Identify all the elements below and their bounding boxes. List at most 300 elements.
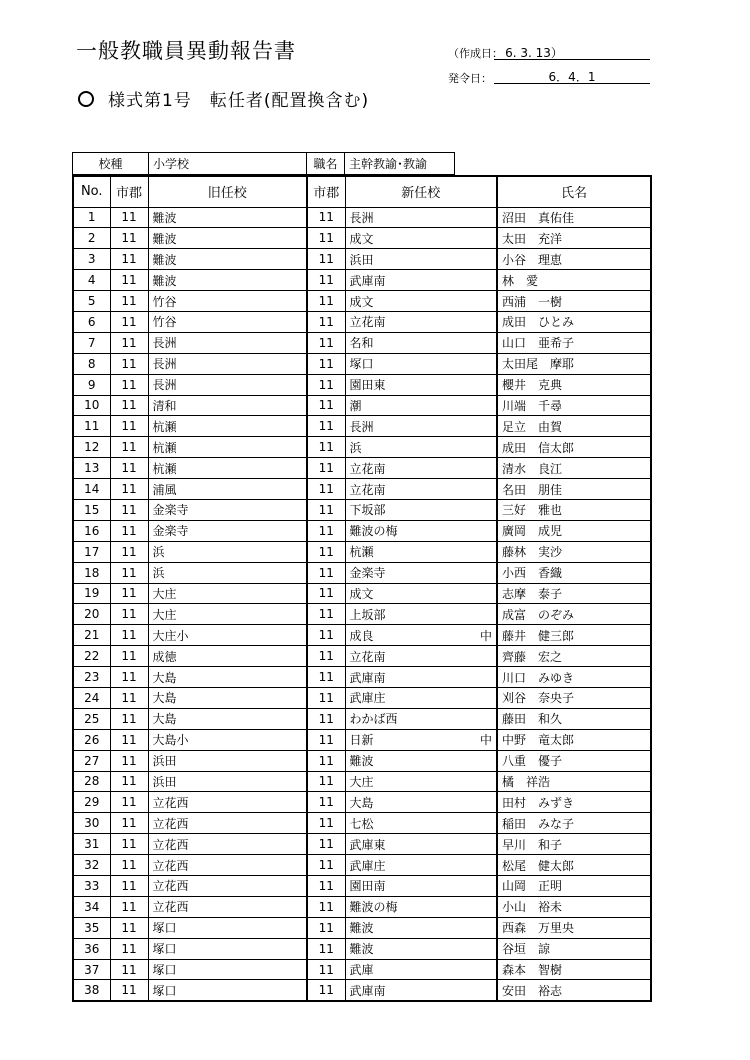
row-old-city: 11: [110, 458, 148, 479]
row-old-city: 11: [110, 332, 148, 353]
row-no: 11: [73, 416, 110, 437]
row-new-school: [345, 604, 497, 625]
row-new-city: 11: [307, 896, 345, 917]
row-name: 清水 良江: [497, 458, 651, 479]
school-type-value: 小学校: [149, 153, 307, 175]
row-old-school: 浜: [148, 541, 307, 562]
row-no: 8: [73, 353, 110, 374]
row-new-city: 11: [307, 479, 345, 500]
row-no: 23: [73, 667, 110, 688]
table-row: [73, 813, 651, 834]
position-label: 職名: [307, 153, 345, 175]
row-new-school-name: 成文: [349, 586, 374, 601]
row-name: 田村 みずき: [497, 792, 651, 813]
row-new-school-name: 立花南: [349, 482, 386, 497]
transfer-table: [72, 175, 652, 1002]
table-row: [73, 834, 651, 855]
table-row: [73, 583, 651, 604]
row-old-city: 11: [110, 834, 148, 855]
table-row: [73, 332, 651, 353]
row-old-school: 立花西: [148, 792, 307, 813]
row-new-city: 11: [307, 458, 345, 479]
row-name: 八重 優子: [497, 750, 651, 771]
row-new-school-level: 中: [479, 733, 492, 748]
row-new-city: 11: [307, 625, 345, 646]
row-new-school: [345, 228, 497, 249]
table-row: [73, 499, 651, 520]
row-old-city: 11: [110, 980, 148, 1001]
row-old-city: 11: [110, 353, 148, 374]
row-new-city: 11: [307, 813, 345, 834]
row-new-school-name: 潮: [349, 398, 362, 413]
row-no: 19: [73, 583, 110, 604]
row-name: 名田 朋佳: [497, 479, 651, 500]
row-new-school: [345, 520, 497, 541]
row-new-school-name: 七松: [349, 816, 374, 831]
form-subtitle: [78, 86, 369, 111]
row-new-school-name: 名和: [349, 336, 374, 351]
row-new-school-name: 武庫南: [349, 273, 386, 288]
row-new-school-name: 難波: [349, 754, 374, 769]
table-row: [73, 395, 651, 416]
row-no: 10: [73, 395, 110, 416]
row-name: 藤田 和久: [497, 708, 651, 729]
row-new-school: [345, 395, 497, 416]
row-no: 21: [73, 625, 110, 646]
row-old-school: 塚口: [148, 959, 307, 980]
row-new-school: [345, 625, 497, 646]
table-row: [73, 980, 651, 1001]
row-name: 小西 香織: [497, 562, 651, 583]
row-new-school-name: 難波: [349, 921, 374, 936]
row-no: 24: [73, 687, 110, 708]
row-no: 37: [73, 959, 110, 980]
row-new-city: 11: [307, 959, 345, 980]
row-old-school: 大庄小: [148, 625, 307, 646]
table-row: [73, 750, 651, 771]
row-old-school: 立花西: [148, 834, 307, 855]
row-old-school: 大島: [148, 667, 307, 688]
order-date-label: 発令日：: [448, 72, 492, 85]
row-no: 28: [73, 771, 110, 792]
row-new-school: [345, 499, 497, 520]
row-new-school-name: 難波: [349, 942, 374, 957]
row-new-school: [345, 896, 497, 917]
row-new-city: 11: [307, 667, 345, 688]
table-row: [73, 291, 651, 312]
table-row: [73, 562, 651, 583]
row-no: 29: [73, 792, 110, 813]
row-new-city: 11: [307, 541, 345, 562]
table-row: [73, 917, 651, 938]
row-old-school: 大庄: [148, 583, 307, 604]
row-new-city: 11: [307, 374, 345, 395]
row-no: 33: [73, 876, 110, 897]
row-no: 27: [73, 750, 110, 771]
row-new-school: [345, 687, 497, 708]
row-old-city: 11: [110, 604, 148, 625]
row-old-city: 11: [110, 249, 148, 270]
row-old-city: 11: [110, 959, 148, 980]
row-name: 太田 充洋: [497, 228, 651, 249]
row-new-school: [345, 938, 497, 959]
row-old-city: 11: [110, 479, 148, 500]
created-date-underline: [494, 59, 650, 60]
row-new-school-name: 園田東: [349, 378, 386, 393]
row-new-school-name: 武庫庄: [349, 858, 386, 873]
row-name: 成田 信太郎: [497, 437, 651, 458]
row-old-city: 11: [110, 499, 148, 520]
row-old-school: 杭瀬: [148, 437, 307, 458]
row-old-city: 11: [110, 207, 148, 228]
row-no: 9: [73, 374, 110, 395]
col-old-city-header: 市郡: [110, 176, 148, 207]
row-new-school: [345, 771, 497, 792]
row-old-school: 清和: [148, 395, 307, 416]
row-name: 成富 のぞみ: [497, 604, 651, 625]
row-name: 小山 裕未: [497, 896, 651, 917]
row-name: 中野 竜太郎: [497, 729, 651, 750]
col-new-city-header: 市郡: [307, 176, 345, 207]
row-old-school: 塚口: [148, 980, 307, 1001]
row-new-school-name: 武庫: [349, 963, 374, 977]
row-old-city: 11: [110, 228, 148, 249]
row-new-city: 11: [307, 646, 345, 667]
row-new-school: [345, 270, 497, 291]
row-old-city: 11: [110, 270, 148, 291]
row-new-school-name: 上坂部: [349, 607, 386, 622]
table-row: [73, 228, 651, 249]
row-new-school: [345, 437, 497, 458]
row-new-school: [345, 249, 497, 270]
row-new-school-name: 立花南: [349, 649, 386, 664]
row-new-school: [345, 876, 497, 897]
table-row: [73, 667, 651, 688]
row-name: 川端 千尋: [497, 395, 651, 416]
row-new-school: [345, 917, 497, 938]
row-old-school: 竹谷: [148, 291, 307, 312]
row-name: 安田 裕志: [497, 980, 651, 1001]
row-new-school: [345, 458, 497, 479]
row-old-school: 立花西: [148, 813, 307, 834]
row-old-city: 11: [110, 625, 148, 646]
row-new-school: [345, 583, 497, 604]
row-old-school: 浜田: [148, 771, 307, 792]
row-new-school-name: 立花南: [349, 315, 386, 330]
row-new-school: [345, 374, 497, 395]
row-new-city: 11: [307, 499, 345, 520]
table-row: [73, 311, 651, 332]
row-new-school-name: 成文: [349, 294, 374, 309]
row-new-city: 11: [307, 291, 345, 312]
row-new-city: 11: [307, 395, 345, 416]
table-row: [73, 646, 651, 667]
row-new-city: 11: [307, 207, 345, 228]
row-name: 沼田 真佑佳: [497, 207, 651, 228]
table-row: [73, 938, 651, 959]
row-old-city: 11: [110, 855, 148, 876]
row-new-school-name: 長洲: [349, 419, 374, 434]
row-name: 太田尾 摩耶: [497, 353, 651, 374]
row-new-school-name: 大庄: [349, 774, 374, 789]
row-name: 松尾 健太郎: [497, 855, 651, 876]
meta-table: [72, 152, 455, 175]
row-old-city: 11: [110, 374, 148, 395]
row-new-school: [345, 792, 497, 813]
table-row: [73, 604, 651, 625]
row-new-school-name: 金楽寺: [349, 566, 386, 581]
row-old-school: 立花西: [148, 876, 307, 897]
row-no: 6: [73, 311, 110, 332]
school-type-label: 校種: [73, 153, 149, 175]
row-old-school: 立花西: [148, 855, 307, 876]
row-new-city: 11: [307, 750, 345, 771]
row-old-city: 11: [110, 646, 148, 667]
row-new-city: 11: [307, 938, 345, 959]
row-new-city: 11: [307, 520, 345, 541]
row-name: 林 愛: [497, 270, 651, 291]
row-old-school: 浜: [148, 562, 307, 583]
row-new-city: 11: [307, 353, 345, 374]
table-body: [73, 207, 651, 1001]
row-no: 34: [73, 896, 110, 917]
row-new-city: 11: [307, 729, 345, 750]
table-row: [73, 625, 651, 646]
col-name-header: 氏名: [497, 176, 651, 207]
row-name: 刈谷 奈央子: [497, 687, 651, 708]
row-old-school: 難波: [148, 249, 307, 270]
row-no: 25: [73, 708, 110, 729]
row-old-school: 立花西: [148, 896, 307, 917]
row-new-city: 11: [307, 980, 345, 1001]
order-date-value: 6．4．1: [548, 70, 596, 84]
row-name: 足立 由賀: [497, 416, 651, 437]
row-new-school-name: 長洲: [349, 210, 374, 225]
table-row: [73, 896, 651, 917]
row-name: 櫻井 克典: [497, 374, 651, 395]
row-old-school: 長洲: [148, 353, 307, 374]
row-new-school: [345, 332, 497, 353]
row-new-school: [345, 708, 497, 729]
row-old-school: 杭瀬: [148, 458, 307, 479]
table-row: [73, 458, 651, 479]
row-new-school: [345, 980, 497, 1001]
row-old-city: 11: [110, 876, 148, 897]
table-row: [73, 270, 651, 291]
row-old-city: 11: [110, 520, 148, 541]
row-old-school: 長洲: [148, 374, 307, 395]
row-new-school: [345, 750, 497, 771]
row-no: 2: [73, 228, 110, 249]
row-no: 5: [73, 291, 110, 312]
row-new-school: [345, 562, 497, 583]
row-old-city: 11: [110, 729, 148, 750]
row-new-school-name: 浜: [349, 440, 362, 455]
table-row: [73, 479, 651, 500]
row-new-school: [345, 207, 497, 228]
row-new-city: 11: [307, 228, 345, 249]
row-new-city: 11: [307, 270, 345, 291]
row-no: 31: [73, 834, 110, 855]
row-no: 36: [73, 938, 110, 959]
row-no: 1: [73, 207, 110, 228]
row-no: 14: [73, 479, 110, 500]
table-row: [73, 876, 651, 897]
row-new-city: 11: [307, 687, 345, 708]
row-name: 成田 ひとみ: [497, 311, 651, 332]
row-new-school-name: 園田南: [349, 879, 386, 894]
row-name: 谷垣 諒: [497, 938, 651, 959]
row-name: 齊藤 宏之: [497, 646, 651, 667]
form-subtitle-text: 様式第1号 転任者(配置換含む): [108, 91, 370, 111]
row-old-city: 11: [110, 416, 148, 437]
row-new-school-level: 中: [479, 628, 492, 643]
row-new-city: 11: [307, 311, 345, 332]
row-old-city: 11: [110, 541, 148, 562]
row-old-school: 大島小: [148, 729, 307, 750]
order-date-underline: [494, 83, 650, 84]
row-old-school: 難波: [148, 270, 307, 291]
row-new-city: 11: [307, 332, 345, 353]
row-old-city: 11: [110, 667, 148, 688]
row-old-school: 塚口: [148, 917, 307, 938]
created-date-label: （作成日：: [448, 47, 503, 60]
row-new-city: 11: [307, 604, 345, 625]
row-new-school-name: 浜田: [349, 252, 374, 267]
col-no-header: No.: [73, 176, 110, 207]
row-new-school-name: 下坂部: [349, 503, 386, 518]
row-new-school-name: 大島: [349, 795, 374, 810]
row-old-city: 11: [110, 562, 148, 583]
row-old-city: 11: [110, 771, 148, 792]
row-new-city: 11: [307, 792, 345, 813]
row-old-city: 11: [110, 708, 148, 729]
row-new-school: [345, 479, 497, 500]
row-old-school: 浜田: [148, 750, 307, 771]
row-old-city: 11: [110, 750, 148, 771]
row-old-city: 11: [110, 896, 148, 917]
row-old-school: 金楽寺: [148, 499, 307, 520]
row-new-city: 11: [307, 437, 345, 458]
row-old-school: 大島: [148, 687, 307, 708]
position-value: 主幹教諭･教諭: [345, 153, 455, 175]
row-new-school: [345, 353, 497, 374]
row-new-school: [345, 813, 497, 834]
row-old-city: 11: [110, 687, 148, 708]
row-new-city: 11: [307, 855, 345, 876]
row-new-school-name: 難波の梅: [349, 900, 398, 915]
row-new-school: [345, 959, 497, 980]
row-new-city: 11: [307, 917, 345, 938]
table-header-row: [73, 176, 651, 207]
table-row: [73, 771, 651, 792]
row-old-school: 竹谷: [148, 311, 307, 332]
row-new-city: 11: [307, 834, 345, 855]
row-no: 7: [73, 332, 110, 353]
row-no: 20: [73, 604, 110, 625]
row-name: 橘 祥浩: [497, 771, 651, 792]
row-no: 13: [73, 458, 110, 479]
table-row: [73, 520, 651, 541]
row-new-school: [345, 729, 497, 750]
row-new-school-name: 武庫庄: [349, 691, 386, 706]
row-new-school-name: わかば西: [349, 712, 398, 727]
row-name: 志摩 泰子: [497, 583, 651, 604]
row-new-city: 11: [307, 708, 345, 729]
row-name: 藤林 実沙: [497, 541, 651, 562]
row-new-school-name: 塚口: [349, 357, 374, 372]
row-new-city: 11: [307, 583, 345, 604]
row-old-school: 浦風: [148, 479, 307, 500]
table-row: [73, 708, 651, 729]
row-name: 森本 智樹: [497, 959, 651, 980]
row-new-school-name: 立花南: [349, 461, 386, 476]
row-new-city: 11: [307, 416, 345, 437]
row-name: 小谷 理恵: [497, 249, 651, 270]
row-no: 32: [73, 855, 110, 876]
row-new-school-name: 武庫南: [349, 670, 386, 685]
row-old-school: 長洲: [148, 332, 307, 353]
row-old-city: 11: [110, 583, 148, 604]
row-name: 西森 万里央: [497, 917, 651, 938]
row-old-city: 11: [110, 813, 148, 834]
row-no: 18: [73, 562, 110, 583]
row-no: 35: [73, 917, 110, 938]
row-new-school: [345, 855, 497, 876]
page-title: 一般教職員異動報告書: [76, 39, 296, 63]
row-new-school: [345, 667, 497, 688]
row-no: 22: [73, 646, 110, 667]
row-name: 藤井 健三郎: [497, 625, 651, 646]
table-row: [73, 416, 651, 437]
table-row: [73, 855, 651, 876]
row-new-city: 11: [307, 771, 345, 792]
row-no: 12: [73, 437, 110, 458]
row-name: 廣岡 成児: [497, 520, 651, 541]
row-no: 4: [73, 270, 110, 291]
row-new-school: [345, 541, 497, 562]
table-row: [73, 353, 651, 374]
row-no: 16: [73, 520, 110, 541]
row-no: 3: [73, 249, 110, 270]
row-new-city: 11: [307, 876, 345, 897]
table-row: [73, 374, 651, 395]
table-row: [73, 207, 651, 228]
row-new-school-name: 難波の梅: [349, 524, 398, 539]
row-new-school-name: 武庫南: [349, 983, 386, 998]
row-old-city: 11: [110, 395, 148, 416]
row-new-school-name: 成文: [349, 231, 374, 246]
row-no: 26: [73, 729, 110, 750]
row-new-school: [345, 416, 497, 437]
row-old-school: 杭瀬: [148, 416, 307, 437]
row-no: 38: [73, 980, 110, 1001]
row-old-school: 金楽寺: [148, 520, 307, 541]
row-name: 山岡 正明: [497, 876, 651, 897]
circle-bullet-icon: [78, 91, 94, 107]
row-old-school: 大庄: [148, 604, 307, 625]
table-row: [73, 729, 651, 750]
created-date-value: 6. 3. 13）: [505, 46, 563, 60]
row-name: 山口 亜希子: [497, 332, 651, 353]
row-old-city: 11: [110, 291, 148, 312]
row-new-school-name: 成良: [349, 628, 374, 643]
row-no: 15: [73, 499, 110, 520]
row-name: 稲田 みな子: [497, 813, 651, 834]
row-no: 17: [73, 541, 110, 562]
row-name: 西浦 一樹: [497, 291, 651, 312]
row-new-school: [345, 291, 497, 312]
